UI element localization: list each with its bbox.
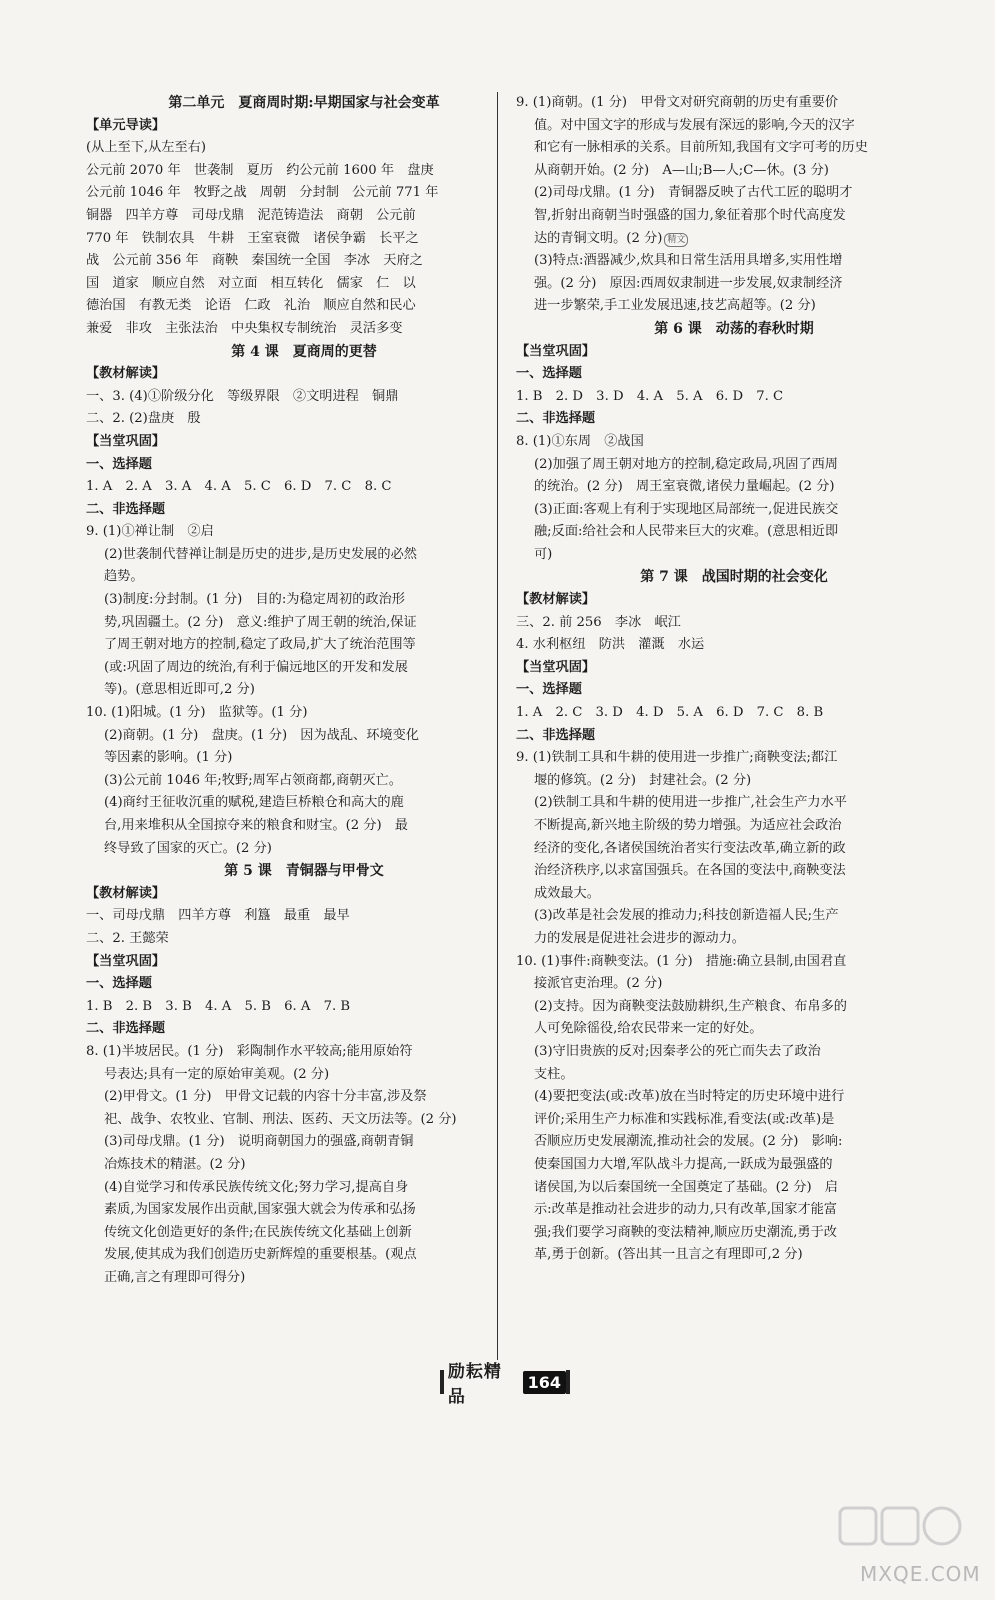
lesson7-textbook-answer-1: 三、2. 前 256 李冰 岷江 [516, 614, 681, 630]
lesson4-choice-answers: 1. A 2. A 3. A 4. A 5. C 6. D 7. C 8. C [86, 479, 392, 495]
lesson7-title: 第 7 课 战国时期的社会变化 [640, 569, 828, 586]
l4q10-line: (4)商纣王征收沉重的赋税,建造巨桥粮仓和高大的鹿 [104, 795, 404, 811]
l5q8-line: (3)司母戊鼎。(1 分) 说明商朝国力的强盛,商朝青铜 [104, 1134, 414, 1150]
l5q8-line: 素质,为国家发展作出贡献,国家强大就会为传承和弘扬 [104, 1202, 416, 1218]
lesson5-question9 [516, 92, 952, 318]
l4q10-line: 等因素的影响。(1 分) [104, 750, 233, 766]
l7q9-line: 成效最大。 [534, 885, 600, 901]
l5q8-line: 传统文化创造更好的条件;在民族传统文化基础上创新 [104, 1224, 412, 1240]
l7q9-line: 经济的变化,各诸侯国统治者实行变法改革,确立新的政 [534, 840, 846, 856]
l4q9-line: 了周王朝对地方的控制,稳定了政局,扩大了统治范围等 [104, 637, 416, 653]
unit-guide-list [86, 160, 522, 341]
rq9-line: 智,折射出商朝当时强盛的国力,象征着那个时代高度发 [534, 207, 846, 223]
l7q10-line: 示:改革是推动社会进步的动力,只有改革,国家才能富 [534, 1202, 837, 1218]
left-column [86, 92, 522, 1289]
lesson6-practice-tag: 【当堂巩固】 [516, 343, 596, 359]
lesson4-question9 [86, 521, 522, 702]
rq9-line: 从商朝开始。(2 分) A—山;B—人;C—休。(3 分) [534, 162, 829, 178]
l7q10-line: 评价;采用生产力标准和实践标准,看变法(或:改革)是 [534, 1111, 835, 1127]
lesson7-nonchoice-heading: 二、非选择题 [516, 727, 596, 743]
watermark-logo-icon [830, 1500, 970, 1570]
lesson5-question8 [86, 1041, 522, 1290]
lesson4-textbook-answer-2: 二、2. (2)盘庚 殷 [86, 411, 201, 427]
lesson6-choice-heading: 一、选择题 [516, 366, 582, 382]
l7q10-line: 使秦国国力大增,军队战斗力提高,一跃成为最强盛的 [534, 1156, 833, 1172]
l6q8-line: 的统治。(2 分) 周王室衰微,诸侯力量崛起。(2 分) [534, 479, 835, 495]
l7q9-line: 不断提高,新兴地主阶级的势力增强。为适应社会政治 [534, 818, 842, 833]
page-number: 164 [523, 1371, 566, 1394]
l4q10-line: 台,用来堆积从全国掠夺来的粮食和财宝。(2 分) 最 [104, 818, 408, 833]
l4q10-line: (3)公元前 1046 年;牧野;周军占领商都,商朝灭亡。 [104, 772, 402, 788]
l6q8-line: 8. (1)①东周 ②战国 [516, 433, 644, 449]
l4q10-line: 终导致了国家的灭亡。(2 分) [104, 840, 272, 856]
l7q10-line: (3)守旧贵族的反对;因秦孝公的死亡而失去了政治 [534, 1043, 821, 1059]
lesson4-practice-tag: 【当堂巩固】 [86, 433, 166, 449]
l7q9-line: 9. (1)铁制工具和牛耕的使用进一步推广;商鞅变法;都江 [516, 750, 838, 766]
unit-guide-line: 德治国 有教无类 论语 仁政 礼治 顺应自然和民心 [86, 298, 416, 314]
lesson5-textbook-tag: 【教材解读】 [86, 885, 166, 901]
l5q8-line: 发展,使其成为我们创造历史新辉煌的重要根基。(观点 [104, 1247, 417, 1263]
l6q8-line: 可) [534, 546, 553, 562]
lesson7-question10 [516, 951, 952, 1267]
l7q10-line: 接派官吏治理。(2 分) [534, 976, 663, 992]
rq9-line: 9. (1)商朝。(1 分) 甲骨文对研究商朝的历史有重要价 [516, 95, 839, 110]
l4q10-line: (2)商朝。(1 分) 盘庚。(1 分) 因为战乱、环境变化 [104, 727, 419, 743]
lesson7-choice-answers: 1. A 2. C 3. D 4. D 5. A 6. D 7. C 8. B [516, 705, 824, 721]
l7q9-line: 力的发展是促进社会进步的源动力。 [534, 930, 745, 946]
l7q10-line: 10. (1)事件:商鞅变法。(1 分) 措施:确立县制,由国君直 [516, 953, 847, 969]
l7q10-line: 人可免除徭役,给农民带来一定的好处。 [534, 1021, 763, 1037]
lesson5-textbook-answer-1: 一、司母戊鼎 四羊方尊 利簋 最重 最早 [86, 908, 350, 924]
l6q8-line: 融;反面:给社会和人民带来巨大的灾难。(意思相近即 [534, 524, 839, 540]
l6q8-line: (3)正面:客观上有利于实现地区局部统一,促进民族交 [534, 501, 839, 517]
rq9-line: 强。(2 分) 原因:西周奴隶制进一步发展,奴隶制经济 [534, 275, 843, 291]
lesson7-choice-heading: 一、选择题 [516, 682, 582, 698]
l4q9-line: (2)世袭制代替禅让制是历史的进步,是历史发展的必然 [104, 546, 417, 562]
lesson7-textbook-answer-2: 4. 水利枢纽 防洪 灌溉 水运 [516, 637, 705, 653]
lesson5-choice-answers: 1. B 2. B 3. B 4. A 5. B 6. A 7. B [86, 998, 351, 1014]
unit-guide-line: 国 道家 顺应自然 对立面 相互转化 儒家 仁 以 [86, 275, 416, 291]
rq9-line: 达的青铜文明。(2 分) 精文 [516, 228, 952, 251]
lesson4-choice-heading: 一、选择题 [86, 456, 152, 472]
l4q10-line: 10. (1)阳城。(1 分) 监狱等。(1 分) [86, 705, 308, 721]
right-column [516, 92, 952, 1267]
l7q10-line: 革,勇于创新。(答出其一且言之有理即可,2 分) [534, 1247, 803, 1263]
l5q8-line: (2)甲骨文。(1 分) 甲骨文记载的内容十分丰富,涉及祭 [104, 1089, 427, 1105]
lesson7-practice-tag: 【当堂巩固】 [516, 659, 596, 675]
lesson6-title: 第 6 课 动荡的春秋时期 [654, 320, 814, 337]
lesson4-textbook-answer-1: 一、3. (4)①阶级分化 等级界限 ②文明进程 铜鼎 [86, 388, 399, 404]
l5q8-line: 祀、战争、农牧业、官制、刑法、医药、天文历法等。(2 分) [104, 1111, 457, 1127]
footer-bar-left [440, 1370, 444, 1394]
unit-guide-tag: 【单元导读】 [86, 117, 166, 133]
unit-guide-line: 铜器 四羊方尊 司母戊鼎 泥范铸造法 商朝 公元前 [86, 207, 416, 223]
lesson5-nonchoice-heading: 二、非选择题 [86, 1021, 166, 1037]
lesson5-choice-heading: 一、选择题 [86, 976, 152, 992]
l4q9-line: (3)制度:分封制。(1 分) 目的:为稳定周初的政治形 [104, 592, 405, 608]
unit-guide-line: 战 公元前 356 年 商鞅 秦国统一全国 李冰 天府之 [86, 253, 423, 269]
handwritten-stamp: 精文 [664, 233, 688, 247]
unit-guide-note: (从上至下,从左至右) [86, 140, 206, 156]
lesson4-question10 [86, 702, 522, 860]
l7q9-line: (3)改革是社会发展的推动力;科技创新造福人民;生产 [534, 908, 839, 924]
lesson4-nonchoice-heading: 二、非选择题 [86, 501, 166, 517]
l4q9-line: 势,巩固疆土。(2 分) 意义:维护了周王朝的统治,保证 [104, 614, 417, 630]
l4q9-line: 9. (1)①禅让制 ②启 [86, 524, 214, 540]
lesson5-title: 第 5 课 青铜器与甲骨文 [224, 863, 384, 880]
rq9-line: 和它有一脉相承的关系。目前所知,我国有文字可考的历史 [534, 140, 868, 156]
l5q8-line: 正确,言之有理即可得分) [104, 1269, 246, 1285]
column-divider [497, 92, 498, 1360]
watermark [830, 1500, 981, 1590]
l5q8-line: 8. (1)半坡居民。(1 分) 彩陶制作水平较高;能用原始符 [86, 1043, 413, 1059]
l7q10-line: 否顺应历史发展潮流,推动社会的发展。(2 分) 影响: [534, 1134, 843, 1150]
rq9-line: 进一步繁荣,手工业发展迅速,技艺高超等。(2 分) [534, 298, 816, 314]
lesson7-textbook-tag: 【教材解读】 [516, 592, 596, 608]
l7q10-line: 诸侯国,为以后秦国统一全国奠定了基础。(2 分) 启 [534, 1179, 838, 1195]
lesson6-nonchoice-heading: 二、非选择题 [516, 411, 596, 427]
rq9-line: (2)司母戊鼎。(1 分) 青铜器反映了古代工匠的聪明才 [534, 185, 853, 201]
brand-name: 励耘精品 [447, 1362, 502, 1407]
l7q10-line: 强;我们要学习商鞅的变法精神,顺应历史潮流,勇于改 [534, 1224, 837, 1240]
lesson6-question8 [516, 431, 952, 567]
unit-title: 第二单元 夏商周时期:早期国家与社会变革 [168, 95, 440, 111]
l4q9-line: 等)。(意思相近即可,2 分) [104, 682, 255, 698]
footer-bar-right [566, 1370, 570, 1394]
l7q9-line: (2)铁制工具和牛耕的使用进一步推广,社会生产力水平 [534, 795, 847, 811]
lesson4-textbook-tag: 【教材解读】 [86, 366, 166, 382]
lesson7-question9 [516, 747, 952, 950]
l5q8-line: 冶炼技术的精湛。(2 分) [104, 1156, 246, 1172]
l6q8-line: (2)加强了周王朝对地方的控制,稳定政局,巩固了西周 [534, 456, 838, 472]
l7q10-line: 支柱。 [534, 1066, 574, 1082]
watermark-text: MXQE.COM [860, 1562, 981, 1586]
rq9-line: 值。对中国文字的形成与发展有深远的影响,今天的汉字 [534, 117, 855, 133]
l5q8-line: 号表达;具有一定的原始审美观。(2 分) [104, 1066, 330, 1082]
unit-guide-line: 公元前 1046 年 牧野之战 周朝 分封制 公元前 771 年 [86, 185, 439, 201]
l5q8-line: (4)自觉学习和传承民族传统文化;努力学习,提高自身 [104, 1179, 409, 1195]
unit-guide-line: 公元前 2070 年 世袭制 夏历 约公元前 1600 年 盘庚 [86, 162, 434, 178]
l7q10-line: (4)要把变法(或:改革)放在当时特定的历史环境中进行 [534, 1089, 845, 1105]
l4q9-line: (或:巩固了周边的统治,有利于偏远地区的开发和发展 [104, 659, 408, 675]
unit-guide-line: 770 年 铁制农具 牛耕 王室衰微 诸侯争霸 长平之 [86, 230, 419, 246]
l7q10-line: (2)支持。因为商鞅变法鼓励耕织,生产粮食、布帛多的 [534, 998, 847, 1014]
l7q9-line: 堰的修筑。(2 分) 封建社会。(2 分) [534, 772, 752, 788]
lesson5-textbook-answer-2: 二、2. 王懿荣 [86, 930, 169, 946]
lesson5-practice-tag: 【当堂巩固】 [86, 953, 166, 969]
lesson6-choice-answers: 1. B 2. D 3. D 4. A 5. A 6. D 7. C [516, 388, 784, 404]
page-footer [440, 1362, 570, 1407]
lesson4-title: 第 4 课 夏商周的更替 [231, 343, 377, 360]
l4q9-line: 趋势。 [104, 569, 144, 585]
rq9-line: (3)特点:酒器减少,炊具和日常生活用具增多,实用性增 [534, 253, 843, 269]
unit-guide-line: 兼爱 非攻 主张法治 中央集权专制统治 灵活多变 [86, 320, 403, 336]
l7q9-line: 治经济秩序,以求富国强兵。在各国的变法中,商鞅变法 [534, 863, 846, 879]
